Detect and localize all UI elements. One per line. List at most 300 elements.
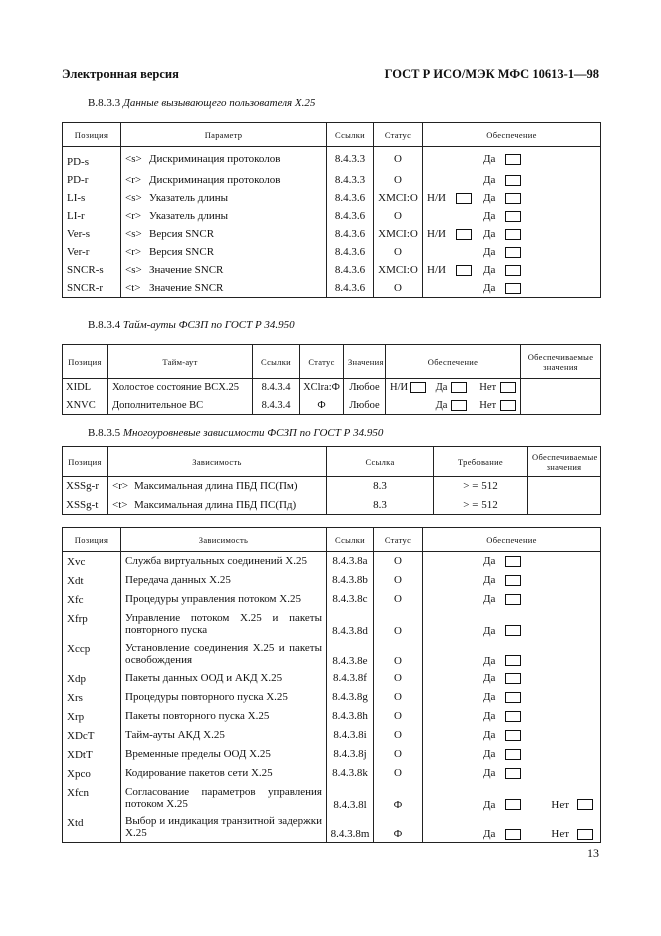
requirement: > = 512 [463,498,498,511]
timeout-cell [108,397,253,415]
yes-label: Да [435,382,448,394]
position-code: Ver-s [67,228,90,240]
reference: 8.3 [373,498,387,511]
status-cell [374,609,423,639]
table-row [63,783,601,813]
status-cell [374,726,423,745]
status: XMCI:O [378,228,418,240]
provision-cell [423,745,601,764]
direction-mark: <t> [112,498,128,511]
checkbox[interactable] [410,382,426,393]
column-header: Ссылки [327,528,374,552]
parameter-cell [121,207,327,225]
provision-cell [423,552,601,571]
direction-mark: <t> [125,282,141,294]
provision-cell [423,639,601,669]
reference: 8.4.3.6 [334,228,366,240]
table-row [63,379,601,397]
dependency-name: Пакеты данных ООД и АКД X.25 [125,672,283,684]
reference-cell [327,609,374,639]
no-label: Нет [479,382,497,394]
table-timeouts [62,344,601,415]
checkbox[interactable] [505,594,521,605]
table-row [63,745,601,764]
value: Любое [349,382,380,394]
status-cell [374,207,423,225]
table-row [63,590,601,609]
position-code: SNCR-r [67,282,104,294]
no-label: Нет [551,828,570,840]
dependency-name: Пакеты повторного пуска X.25 [125,710,270,722]
column-header: Зависимость [108,447,327,477]
section-heading [88,427,383,439]
checkbox[interactable] [505,673,521,684]
reference-cell [327,813,374,843]
position-code: Xtd [67,816,84,829]
status: Ф [393,828,403,840]
status: O [394,153,402,165]
parameter-name: Дискриминация протоколов [149,153,281,165]
position-code: Xvc [67,556,86,568]
checkbox[interactable] [456,229,472,240]
yes-label: Да [483,228,496,240]
checkbox[interactable] [577,829,593,840]
reference-cell [327,279,374,298]
dependency-cell [121,764,327,783]
status: O [394,174,402,186]
status: O [394,654,402,667]
status: O [394,210,402,222]
position-cell [63,783,121,813]
provision-cell [423,669,601,688]
checkbox[interactable] [505,730,521,741]
column-header: Параметр [121,123,327,147]
reference: 8.4.3.8d [332,624,368,637]
reference: 8.4.3.3 [334,153,366,165]
dependency-cell [121,745,327,764]
position-code: Ver-r [67,246,90,258]
direction-mark: <r> [125,210,142,222]
dependency-name: Служба виртуальных соединений X.25 [125,555,307,568]
table-row [63,397,601,415]
value-cell [344,397,386,415]
table-row [63,764,601,783]
status: O [394,624,402,637]
header-left: Электронная версия [62,67,179,81]
position-cell [63,189,121,207]
parameter-cell [121,243,327,261]
provision-cell [386,379,521,397]
header-right: ГОСТ Р ИСО/МЭК МФС 10613-1—98 [384,67,599,81]
checkbox[interactable] [456,265,472,276]
provision-cell [423,783,601,813]
checkbox[interactable] [505,799,521,810]
checkbox[interactable] [505,749,521,760]
position-cell [63,397,108,415]
reference-cell [327,496,434,515]
section-title: Тайм-ауты ФСЗП по ГОСТ Р 34.950 [122,319,295,331]
reference: 8.4.3.8b [332,574,368,586]
parameter-name: Указатель длины [149,210,229,222]
column-header: Обеспечение [423,123,601,147]
yes-label: Да [483,654,496,667]
requirement-cell [434,477,528,496]
reference-cell [327,261,374,279]
direction-mark: <s> [125,153,142,165]
status-cell [300,397,344,415]
reference: 8.4.3.8h [332,710,368,722]
dependency-cell [121,669,327,688]
status-cell [374,783,423,813]
parameter-cell [121,147,327,172]
checkbox[interactable] [505,625,521,636]
status-cell [374,147,423,172]
no-label: Нет [479,399,497,411]
status-cell [374,639,423,669]
column-header: Статус [374,528,423,552]
reference: 8.4.3.8k [332,767,368,779]
column-header: Ссылка [327,447,434,477]
dependency-name: Процедуры управления потоком X.25 [125,593,301,605]
status-cell [374,707,423,726]
reference: 8.4.3.8j [333,748,367,760]
checkbox[interactable] [505,154,521,165]
reference-cell [327,639,374,669]
parameter-cell [121,171,327,189]
status: XClra:Ф [303,382,340,394]
status-cell [374,813,423,843]
yes-label: Да [483,174,496,186]
parameter-name: Версия SNCR [149,246,215,258]
section-number: В.8.3.5 [88,427,121,439]
status: Ф [393,798,403,811]
section-title: Данные вызывающего пользователя X.25 [122,97,316,109]
column-header: Позиция [63,447,108,477]
yes-label: Да [483,282,496,294]
provision-cell [423,707,601,726]
position-code: Xfcn [67,786,89,799]
position-code: LI-s [67,192,86,204]
position-code: Xfc [67,593,84,606]
reference-cell [327,726,374,745]
direction-mark: <r> [112,480,129,493]
dependency-name: Управление потоком X.25 и пакеты повторного пуска [125,611,322,636]
position-code: SNCR-s [67,264,104,276]
table-x25-dependencies [62,527,601,843]
dependency-cell [121,552,327,571]
provision-cell [423,764,601,783]
position-code: Xfrp [67,612,88,625]
parameter-name: Версия SNCR [149,228,215,240]
reference-cell [327,225,374,243]
parameter-name: Значение SNCR [149,282,224,294]
supported-values-cell [528,496,601,515]
position-cell [63,261,121,279]
table-dependencies [62,446,601,515]
yes-label: Да [483,767,496,779]
checkbox[interactable] [505,556,521,567]
checkbox[interactable] [505,211,521,222]
reference: 8.4.3.6 [334,192,366,204]
table-row [63,243,601,261]
reference: 8.4.3.8e [332,654,368,667]
reference-cell [327,243,374,261]
reference: 8.4.3.6 [334,264,366,276]
timeout-cell [108,379,253,397]
dependency-cell [108,477,327,496]
reference-cell [327,688,374,707]
reference-cell [327,147,374,172]
reference: 8.4.3.8c [332,593,368,605]
reference: 8.4.3.6 [334,210,366,222]
yes-label: Да [483,624,496,637]
position-cell [63,688,121,707]
direction-mark: <r> [125,174,142,186]
dependency-cell [121,688,327,707]
supported-values-cell [521,397,601,415]
section-heading [88,97,315,109]
provision-cell [423,225,601,243]
parameter-cell [121,225,327,243]
provision-cell [423,813,601,843]
section-number: В.8.3.3 [88,97,121,109]
position-cell [63,764,121,783]
dependency-name: Кодирование пакетов сети X.25 [125,767,273,779]
position-code: Xccp [67,642,91,655]
direction-mark: <s> [125,228,142,240]
provision-cell [423,147,601,172]
column-header: Статус [300,345,344,379]
value-cell [344,379,386,397]
provision-cell [423,207,601,225]
reference: 8.4.3.8f [333,672,367,684]
not-applicable-label: Н/И [427,192,446,204]
table-row [63,669,601,688]
dependency-name: Установление соединения X.25 и пакеты освобождения [125,641,322,666]
checkbox[interactable] [505,283,521,294]
table-row [63,813,601,843]
reference-cell [327,171,374,189]
column-header: Позиция [63,345,108,379]
dependency-name: Тайм-ауты АКД X.25 [125,729,225,741]
checkbox[interactable] [505,247,521,258]
provision-cell [423,243,601,261]
status-cell [374,261,423,279]
yes-label: Да [483,710,496,722]
status-cell [300,379,344,397]
position-code: XNVC [66,399,96,411]
provision-cell [423,726,601,745]
position-code: XIDL [66,382,92,394]
position-code: LI-r [67,210,85,222]
reference: 8.4.3.8m [330,828,370,840]
checkbox[interactable] [500,400,516,411]
not-applicable-label: Н/И [390,382,409,394]
position-cell [63,726,121,745]
direction-mark: <r> [125,246,142,258]
checkbox[interactable] [505,768,521,779]
reference-cell [327,552,374,571]
page-number: 13 [587,846,599,860]
parameter-name: Дискриминация протоколов [149,174,281,186]
column-header: Значения [344,345,386,379]
dependency-name: Максимальная длина ПБД ПС(Пм) [134,480,298,493]
reference: 8.4.3.8a [332,555,368,568]
yes-label: Да [483,555,496,568]
yes-label: Да [483,672,496,684]
parameter-cell [121,189,327,207]
yes-label: Да [483,210,496,222]
position-cell [63,225,121,243]
table-row [63,707,601,726]
yes-label: Да [483,729,496,741]
requirement-cell [434,496,528,515]
column-header: Тайм-аут [108,345,253,379]
status-cell [374,171,423,189]
status-cell [374,669,423,688]
yes-label: Да [483,593,496,605]
dependency-cell [121,609,327,639]
status: O [394,748,402,760]
checkbox[interactable] [451,400,467,411]
status-cell [374,225,423,243]
status-cell [374,688,423,707]
table-row [63,552,601,571]
checkbox[interactable] [577,799,593,810]
direction-mark: <s> [125,192,142,204]
position-cell [63,745,121,764]
reference: 8.4.3.6 [334,246,366,258]
table-row [63,171,601,189]
status-cell [374,243,423,261]
dependency-cell [121,707,327,726]
direction-mark: <s> [125,264,142,276]
position-cell [63,813,121,843]
status-cell [374,571,423,590]
checkbox[interactable] [505,229,521,240]
status-cell [374,279,423,298]
column-header: Обеспечиваемые значения [528,447,601,477]
column-header: Ссылки [253,345,300,379]
yes-label: Да [483,264,496,276]
checkbox[interactable] [500,382,516,393]
yes-label: Да [483,246,496,258]
reference-cell [327,571,374,590]
position-cell [63,590,121,609]
position-code: XSSg-r [66,480,100,493]
provision-cell [423,171,601,189]
status: O [394,767,402,779]
yes-label: Да [435,399,448,411]
checkbox[interactable] [505,655,521,666]
position-cell [63,571,121,590]
checkbox[interactable] [505,575,521,586]
position-code: PD-s [67,156,90,168]
status: O [394,593,402,605]
status-cell [374,189,423,207]
yes-label: Да [483,153,496,165]
reference: 8.4.3.3 [334,174,366,186]
table-caller-data [62,122,601,298]
position-code: Xdt [67,574,84,587]
requirement: > = 512 [463,480,498,493]
status-cell [374,590,423,609]
status-cell [374,552,423,571]
dependency-cell [121,571,327,590]
table-row [63,279,601,298]
reference: 8.4.3.8l [333,798,367,811]
reference: 8.4.3.4 [261,382,291,394]
reference: 8.4.3.8i [333,729,367,741]
supported-values-cell [528,477,601,496]
checkbox[interactable] [505,265,521,276]
status: O [394,246,402,258]
reference-cell [327,477,434,496]
dependency-name: Максимальная длина ПБД ПС(Пд) [134,498,297,511]
position-cell [63,147,121,172]
yes-label: Да [483,748,496,760]
table-row [63,726,601,745]
reference-cell [327,707,374,726]
reference-cell [327,669,374,688]
dependency-cell [121,590,327,609]
checkbox[interactable] [505,175,521,186]
dependency-name: Временные пределы ООД X.25 [125,748,271,760]
provision-cell [423,609,601,639]
reference-cell [327,745,374,764]
reference-cell [327,783,374,813]
position-code: PD-r [67,174,89,186]
reference: 8.4.3.8g [332,691,368,703]
yes-label: Да [483,192,496,204]
checkbox[interactable] [505,711,521,722]
status: Ф [317,399,326,411]
table-row [63,207,601,225]
checkbox[interactable] [451,382,467,393]
table-row [63,261,601,279]
provision-cell [423,571,601,590]
position-cell [63,379,108,397]
status: O [394,555,402,568]
supported-values-cell [521,379,601,397]
provision-cell [386,397,521,415]
yes-label: Да [483,574,496,586]
table-row [63,147,601,172]
checkbox[interactable] [456,193,472,204]
parameter-cell [121,261,327,279]
position-cell [63,279,121,298]
not-applicable-label: Н/И [427,264,446,276]
position-code: Xrp [67,710,85,723]
provision-cell [423,279,601,298]
timeout-name: Дополнительное ВС [112,399,204,411]
reference: 8.4.3.4 [261,399,291,411]
status: O [394,710,402,722]
timeout-name: Холостое состояние ВСX.25 [112,382,239,394]
parameter-cell [121,279,327,298]
column-header: Ссылки [327,123,374,147]
checkbox[interactable] [505,692,521,703]
provision-cell [423,261,601,279]
dependency-cell [121,783,327,813]
parameter-name: Указатель длины [149,192,229,204]
checkbox[interactable] [505,193,521,204]
yes-label: Да [483,828,496,840]
no-label: Нет [551,798,570,811]
position-cell [63,639,121,669]
checkbox[interactable] [505,829,521,840]
dependency-name: Процедуры повторного пуска X.25 [125,691,288,703]
